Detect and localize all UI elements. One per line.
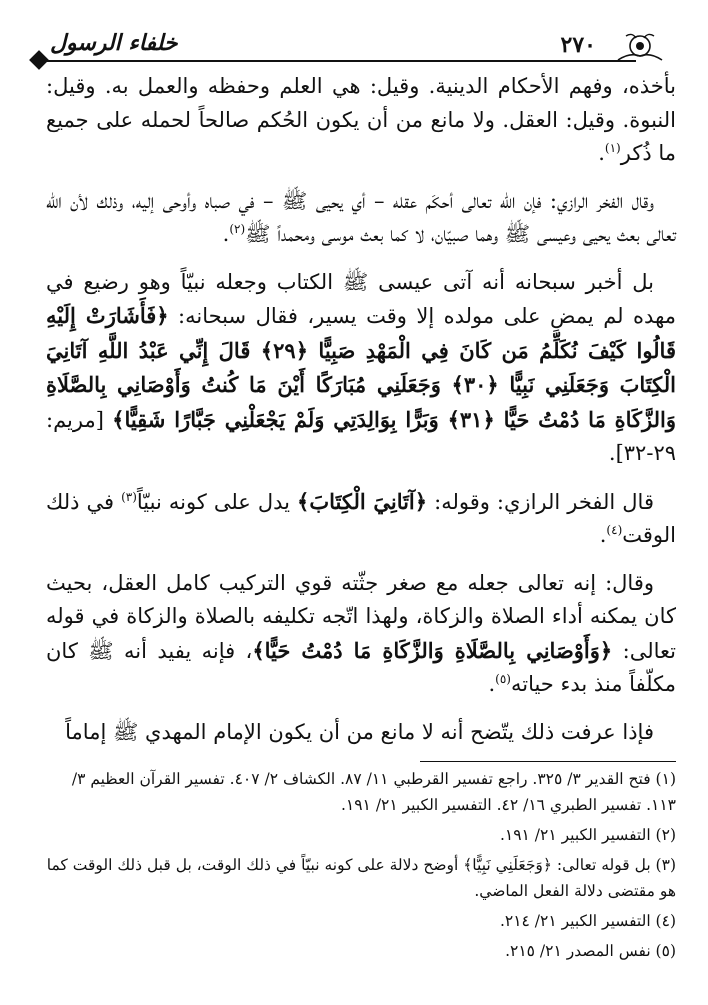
page-number: ٢٧٠ [560, 32, 596, 58]
paragraph-2: وقال الفخر الرازي: فإن الله تعالى أحكَم عقله – أي يحيى ﷺ – في صباه وأوحى إليه، وذلك لأن الله تعالى بعث يحيى وعيسى ﷺ وهما صبيّان، لا كما بعث موسى ومحمداً ﷺ$^{(٢)}$. [46, 188, 676, 246]
footnote-mark-3: (٣) [121, 489, 137, 504]
page-header [28, 30, 676, 66]
verse-reference: [مريم: ٢٩-٣٢]. [46, 407, 676, 465]
footnote-mark-4: (٤) [606, 523, 623, 537]
running-title: خلفاء الرسول [50, 30, 178, 56]
footnote-divider [420, 761, 676, 762]
header-rule [44, 60, 636, 62]
paragraph-1: بأخذه، وفهم الأحكام الدينية. وقيل: هي العلم وحفظه والعمل به. وقيل: النبوة. وقيل: العقل. ولا مانع من أن يكون الحُكم صالحاً لحمله على جميع ما ذُكر$^{(١)}$. [46, 74, 676, 165]
quran-quote-awsani: ﴿وَأَوْصَانِي بِالصَّلَاةِ وَالزَّكَاةِ مَا دُمْتُ حَيًّا﴾ [252, 637, 613, 663]
corner-ornament-icon [616, 30, 664, 64]
main-text [46, 70, 676, 763]
footnote-3: (٣) بل قوله تعالى: ﴿وَجَعَلَنِي نَبِيًّا﴾ أوضح دلالة على كونه نبيّاً في ذلك الوقت، بل قبل ذلك الوقت كما هو مقتضى دلالة الفعل الماضي. [46, 856, 676, 900]
quran-quote-atani: ﴿آتَانِيَ الْكِتَابَ﴾ [297, 488, 428, 514]
footnote-1: (١) فتح القدير ٣/ ٣٢٥. راجع تفسير القرطبي ١١/ ٨٧. الكشاف ٢/ ٤٠٧. تفسير القرآن العظيم ٣/ ١١٣. تفسير الطبري ١٦/ ٤٢. التفسير الكبير ٢١/ ١٩١. [71, 770, 676, 814]
footnote-5: (٥) نفس المصدر ٢١/ ٢١٥. [505, 942, 676, 960]
paragraph-3: بل أخبر سبحانه أنه آتى عيسى ﷺ الكتاب وجعله نبيّاً وهو رضيع في مهده لم يمضِ على مولده إلا وقت يسير، فقال سبحانه: ﴿فَأَشَارَتْ إِلَيْهِ قَالُوا كَيْفَ نُكَلِّمُ مَن كَانَ فِي الْمَهْدِ صَبِيًّا ﴿٢٩﴾ قَالَ إِنِّي عَبْدُ اللَّهِ آتَانِيَ الْكِتَابَ وَجَعَلَنِي نَبِيًّا ﴿٣٠﴾ وَجَعَلَنِي مُبَارَكًا أَيْنَ مَا كُنتُ وَأَوْصَانِي بِالصَّلَاةِ وَالزَّكَاةِ مَا دُمْتُ حَيًّا ﴿٣١﴾ وَبَرًّا بِوَالِدَتِي وَلَمْ يَجْعَلْنِي جَبَّارًا شَقِيًّا﴾ [مريم: ٢٩-٣٢]. [46, 269, 676, 465]
quran-verse-maryam: ﴿فَأَشَارَتْ إِلَيْهِ قَالُوا كَيْفَ نُكَلِّمُ مَن كَانَ فِي الْمَهْدِ صَبِيًّا ﴿٢٩﴾ قَالَ إِنِّي عَبْدُ اللَّهِ آتَانِيَ الْكِتَابَ وَجَعَلَنِي نَبِيًّا ﴿٣٠﴾ وَجَعَلَنِي مُبَارَكًا أَيْنَ مَا كُنتُ وَأَوْصَانِي بِالصَّلَاةِ وَالزَّكَاةِ مَا دُمْتُ حَيًّا ﴿٣١﴾ وَبَرًّا بِوَالِدَتِي وَلَمْ يَجْعَلْنِي جَبَّارًا شَقِيًّا﴾ [46, 303, 676, 432]
footnotes [46, 766, 676, 968]
footnote-4: (٤) التفسير الكبير ٢١/ ٢١٤. [499, 912, 676, 930]
paragraph-4: قال الفخر الرازي: وقوله: ﴿آتَانِيَ الْكِتَابَ﴾ يدل على كونه نبيّاً$^{(٣)}$ في ذلك الوقت$^{(٤)}$. [46, 488, 676, 547]
footnote-2: (٢) التفسير الكبير ٢١/ ١٩١. [499, 826, 676, 844]
footnote-mark-2: (٢) [229, 222, 246, 236]
paragraph-6: فإذا عرفت ذلك يتّضح أنه لا مانع من أن يكون الإمام المهدي ﷺ إماماً [65, 719, 654, 744]
footnote-mark-1: (١) [604, 141, 621, 155]
paragraph-5: وقال: إنه تعالى جعله مع صغر جثّته قوي التركيب كامل العقل، بحيث كان يمكنه أداء الصلاة والزكاة، ولهذا اتّجه تكليفه بالصلاة والزكاة في قوله تعالى: ﴿وَأَوْصَانِي بِالصَّلَاةِ وَالزَّكَاةِ مَا دُمْتُ حَيًّا﴾، فإنه يفيد أنه ﷺ كان مكلّفاً منذ بدء حياته$^{(٥)}$. [46, 570, 676, 696]
footnote-mark-5: (٥) [495, 672, 511, 686]
